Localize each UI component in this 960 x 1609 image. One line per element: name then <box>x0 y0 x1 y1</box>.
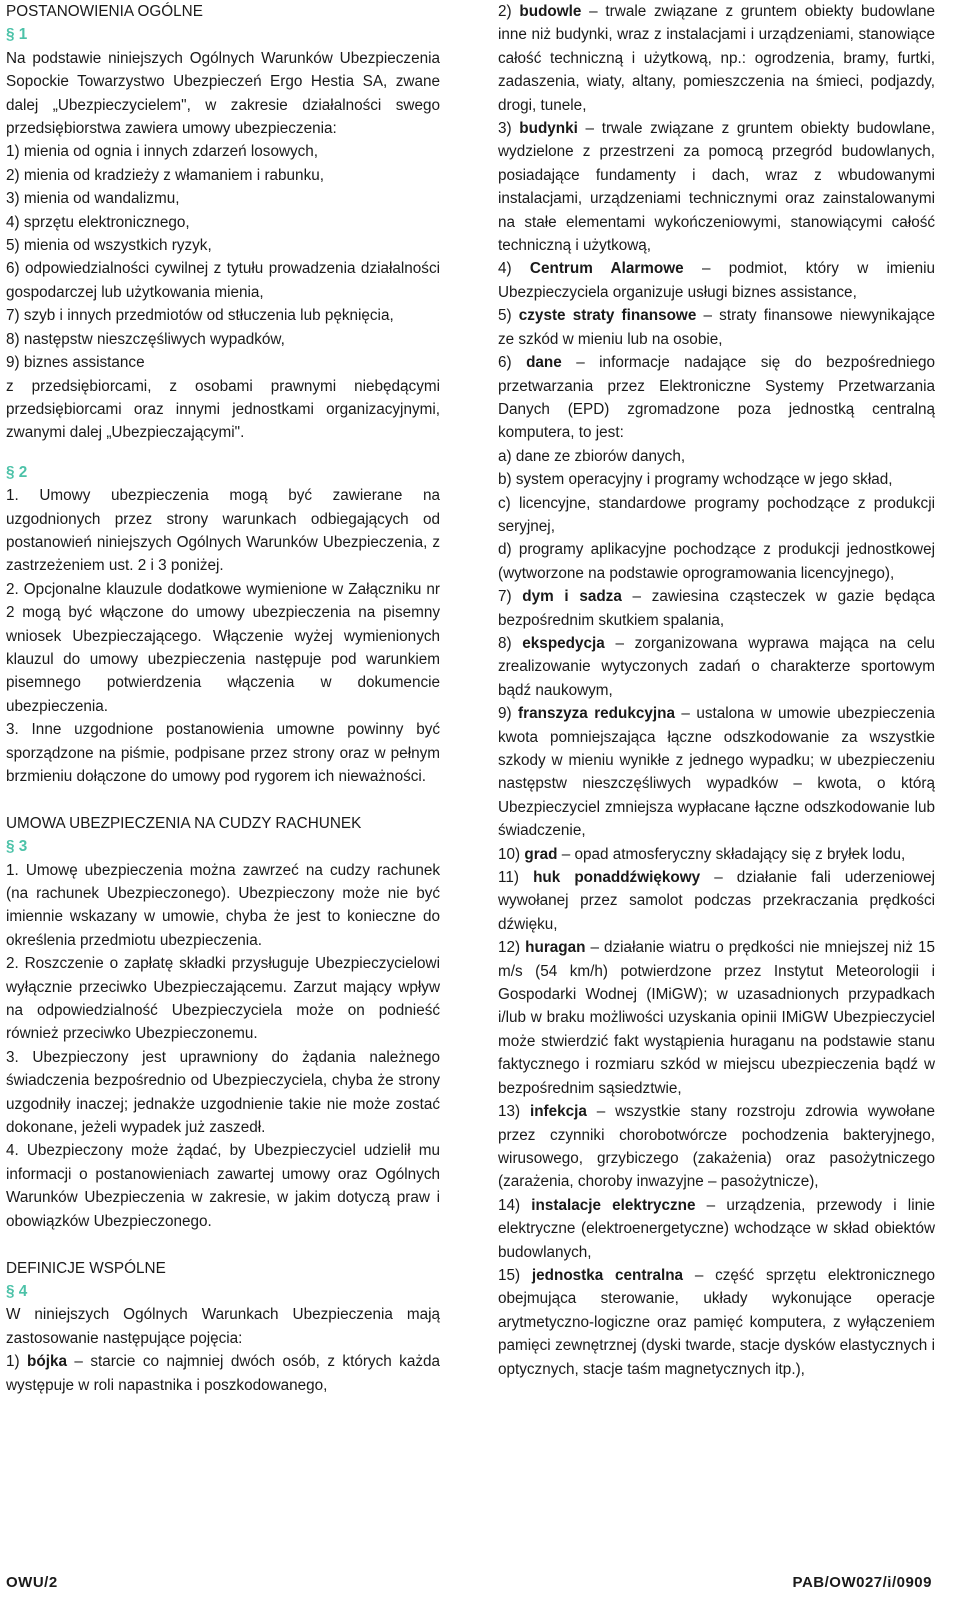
paragraph-3-clause-4: 4. Ubezpieczony może żądać, by Ubezpieczyciel udzielił mu informacji o postanowieniach zawartej umowy oraz Ogólnych Warunków Ubezpieczenia w zakresie, w jakim dotyczą praw i obowiązków Ubezpieczonego. <box>6 1142 440 1230</box>
definition-text: – wszystkie stany rozstroju zdrowia wywołane przez czynniki chorobotwórcze pochodzenia bakteryjnego, wirusowego, grzybiczego (zakażenia) oraz pasożytniczego (zarażenia, choroby inwazyjne – pasożytnicze), <box>498 1103 935 1191</box>
definition-term: jednostka centralna <box>531 1266 684 1284</box>
list-item: c) licencyjne, standardowe programy pochodzące z produkcji seryjnej, <box>498 494 935 535</box>
paragraph-3-clause-3: 3. Ubezpieczony jest uprawniony do żądania należnego świadczenia bezpośrednio od Ubezpieczyciela, chyba że strony uzgodniły inaczej; jednakże uzgodnienie takie nie może zostać dokonane, jeżeli wypadek już zaszedł. <box>6 1048 440 1137</box>
section-heading-definitions: DEFINICJE WSPÓLNE <box>6 1259 166 1277</box>
definition-item <box>498 0 935 117</box>
definition-number: 12) <box>498 939 521 957</box>
definition-item <box>498 1264 935 1381</box>
definition-item <box>498 936 935 1100</box>
definition-term: huk ponaddźwiękowy <box>533 869 701 887</box>
definition-number: 13) <box>498 1103 521 1121</box>
definition-text: – część sprzętu elektronicznego obejmująca sterowanie, układy wykonujące operacje arytmetyczno-logiczne oraz pamięć komputera, z wyłączeniem pamięci zewnętrznej (dyski twarde, stacje dysków elastycznych i optycznych, stacje taśm magnetycznych itp.), <box>498 1266 936 1378</box>
definition-number: 6) <box>498 354 512 372</box>
data-items-list <box>498 445 935 585</box>
definition-number: 3) <box>498 120 512 138</box>
definition-text: – działanie fali uderzeniowej wywołanej przez samolot podczas przekraczania prędkości dźwięku, <box>498 869 935 933</box>
definition-term: dym i sadza <box>522 588 622 606</box>
definition-text: – ustalona w umowie ubezpieczenia kwota pomniejszająca łączne odszkodowanie za wszystkie szkody w mieniu wynikłe z jednego wypadku; w ubezpieczeniu następstw nieszczęśliwych wypadków – kwota, o którą Ubezpieczyciel zmniejsza wypłacane łączne odszkodowanie lub świadczenie, <box>498 705 936 840</box>
paragraph-number-1: § 1 <box>6 26 28 44</box>
list-item: 1) mienia od ognia i innych zdarzeń losowych, <box>6 143 319 161</box>
footer-document-code: PAB/OW027/i/0909 <box>792 1574 932 1591</box>
definition-number: 15) <box>498 1266 521 1284</box>
list-item: 8) następstw nieszczęśliwych wypadków, <box>6 330 285 348</box>
list-item: 7) szyb i innych przedmiotów od stłuczenia lub pęknięcia, <box>6 307 394 325</box>
definition-term: grad <box>524 845 558 863</box>
definition-number: 2) <box>498 3 512 20</box>
definition-item <box>498 117 935 257</box>
definition-term: dane <box>526 354 562 372</box>
definition-text: – trwale związane z gruntem obiekty budowlane inne niż budynki, wraz z instalacjami i urządzeniami, stanowiące całość techniczną i użytkową, np.: ogrodzenia, bramy, furtki, zadaszenia, wiaty, altany, pomieszczenia na śmieci, podjazdy, drogi, tunele, <box>498 3 936 114</box>
definition-text: – podmiot, który w imieniu Ubezpieczyciela organizuje usługi biznes assistance, <box>498 260 935 301</box>
definition-item <box>498 304 935 351</box>
right-column <box>498 0 935 1381</box>
paragraph-number-3: § 3 <box>6 838 28 856</box>
paragraph-2-clause-3: 3. Inne uzgodnione postanowienia umowne powinny być sporządzone na piśmie, podpisane przez strony oraz w pełnym brzmieniu dołączone do umowy pod rygorem ich nieważności. <box>6 721 440 785</box>
paragraph-3-clause-2: 2. Roszczenie o zapłatę składki przysługuje Ubezpieczycielowi wyłącznie przeciwko Ubezpieczającemu. Zarzut mający wpływ na odpowiedzialność Ubezpieczyciela może on podnieść również przeciwko Ubezpieczonemu. <box>6 955 440 1043</box>
definition-item <box>498 843 935 866</box>
paragraph-3-clause-1: 1. Umowę ubezpieczenia można zawrzeć na cudzy rachunek (na rachunek Ubezpieczonego). Ubezpieczony może nie być imiennie wskazany w umowie, chyba że jest to konieczne do określenia przedmiotu ubezpieczenia. <box>6 861 440 949</box>
list-item: 6) odpowiedzialności cywilnej z tytułu prowadzenia działalności gospodarczej lub użytkowania mienia, <box>6 260 440 301</box>
definition-number: 10) <box>498 845 521 863</box>
definition-term: Centrum Alarmowe <box>529 260 684 278</box>
definition-item <box>498 351 935 445</box>
definition-item <box>498 632 935 702</box>
footer-page-code: OWU/2 <box>6 1574 58 1591</box>
definition-text: – działanie wiatru o prędkości nie mniejszej niż 15 m/s (54 km/h) potwierdzone przez Instytut Meteorologii i Gospodarki Wodnej (IMiGW); w uzasadnionych przypadkach i/lub w braku możliwości uzyskania opinii IMiGW Ubezpieczyciel może stwierdzić fakt wystąpienia huraganu na podstawie stanu faktycznego i rozmiaru szkód w miejscu ubezpieczenia bądź w bezpośrednim sąsiedztwie, <box>498 939 935 1097</box>
definition-number: 1) <box>6 1353 20 1371</box>
definition-item <box>6 1350 440 1397</box>
definition-item <box>498 585 935 632</box>
definition-item <box>498 257 935 304</box>
paragraph-4-intro: W niniejszych Ogólnych Warunkach Ubezpieczenia mają zastosowanie następujące pojęcia: <box>6 1306 440 1347</box>
definition-item <box>498 866 935 936</box>
definition-term: instalacje elektryczne <box>531 1196 696 1214</box>
definition-term: ekspedycja <box>522 634 605 652</box>
paragraph-1-outro: z przedsiębiorcami, z osobami prawnymi niebędącymi przedsiębiorcami oraz innymi jednostkami organizacyjnymi, zwanymi dalej „Ubezpieczającymi". <box>6 377 440 442</box>
definition-number: 14) <box>498 1196 521 1214</box>
definition-text: – informacje nadające się do bezpośredniego przetwarzania przez Elektroniczne Systemy Przetwarzania Danych (EPD) zgromadzone poza jednostką centralną komputera, to jest: <box>498 354 936 442</box>
list-item: 4) sprzętu elektronicznego, <box>6 213 190 231</box>
definition-item <box>498 1194 935 1264</box>
paragraph-2-clause-2: 2. Opcjonalne klauzule dodatkowe wymienione w Załączniku nr 2 mogą być włączone do umowy ubezpieczenia na pisemny wniosek Ubezpieczającego. Włączenie wyżej wymienionych klauzul do umowy ubezpieczenia następuje pod warunkiem pisemnego potwierdzenia włączenia w dokumencie ubezpieczenia. <box>6 580 440 715</box>
definition-number: 11) <box>498 869 519 887</box>
list-item: b) system operacyjny i programy wchodzące w jego skład, <box>498 471 893 489</box>
list-item: d) programy aplikacyjne pochodzące z produkcji jednostkowej (wytworzone na podstawie oprogramowania licencyjnego), <box>498 541 935 582</box>
list-item: 2) mienia od kradzieży z włamaniem i rabunku, <box>6 166 324 184</box>
definition-term: franszyza redukcyjna <box>518 705 675 723</box>
definitions-list <box>498 0 935 445</box>
definition-text: – zawiesina cząsteczek w gazie będąca bezpośrednim skutkiem spalania, <box>498 588 935 629</box>
section-heading-foreign-account: UMOWA UBEZPIECZENIA NA CUDZY RACHUNEK <box>6 814 362 832</box>
definition-text: – trwale związane z gruntem obiekty budowlane, wydzielone z przestrzeni za pomocą przegród budowlanych, posiadające fundamenty i dach, wraz z wbudowanymi instalacjami, urządzeniami technicznymi oraz zainstalowanymi na stałe elementami wykończeniowymi, stanowiącymi całość techniczną i użytkową, <box>498 120 936 255</box>
definition-term: budynki <box>519 120 578 138</box>
definition-text: – zorganizowana wyprawa mająca na celu zrealizowanie wytyczonych zadań o charakterze sportowym bądź naukowym, <box>498 634 936 699</box>
definition-term: infekcja <box>529 1103 587 1121</box>
definition-item <box>498 1100 935 1194</box>
definition-text: – urządzenia, przewody i linie elektryczne (elektroenergetyczne) wchodzące w skład obiektów budowlanych, <box>498 1196 936 1261</box>
list-item: 5) mienia od wszystkich ryzyk, <box>6 237 212 255</box>
left-column <box>6 0 440 1397</box>
list-item: 9) biznes assistance <box>6 354 145 372</box>
list-item: 3) mienia od wandalizmu, <box>6 190 180 208</box>
definition-text: – starcie co najmniej dwóch osób, z których każda występuje w roli napastnika i poszkodowanego, <box>6 1353 440 1394</box>
definition-text: – straty finansowe niewynikające ze szkód w mieniu lub na osobie, <box>498 307 936 348</box>
definition-number: 4) <box>498 260 512 278</box>
insurance-types-list <box>6 140 440 374</box>
definition-term: czyste straty finansowe <box>518 307 697 325</box>
definition-number: 8) <box>498 634 512 652</box>
definition-term: bójka <box>27 1353 67 1371</box>
paragraph-number-2: § 2 <box>6 463 28 481</box>
paragraph-number-4: § 4 <box>6 1282 28 1300</box>
definition-number: 5) <box>498 307 512 325</box>
list-item: a) dane ze zbiorów danych, <box>498 447 686 465</box>
paragraph-2-clause-1: 1. Umowy ubezpieczenia mogą być zawierane na uzgodnionych przez strony warunkach odbiegających od postanowień niniejszych Ogólnych Warunków Ubezpieczenia, z zastrzeżeniem ust. 2 i 3 poniżej. <box>6 487 440 575</box>
definition-item <box>498 702 935 842</box>
definition-number: 9) <box>498 705 512 723</box>
definition-text: – opad atmosferyczny składający się z bryłek lodu, <box>557 845 906 863</box>
definitions-list <box>498 585 935 1381</box>
definition-term: huragan <box>525 939 586 957</box>
section-heading-general: POSTANOWIENIA OGÓLNE <box>6 3 203 20</box>
paragraph-1-intro: Na podstawie niniejszych Ogólnych Warunków Ubezpieczenia Sopockie Towarzystwo Ubezpieczeń Ergo Hestia SA, zwane dalej „Ubezpieczycielem", w zakresie działalności swego przedsiębiorstwa zawiera umowy ubezpieczenia: <box>6 49 440 138</box>
definition-number: 7) <box>498 588 512 606</box>
definition-term: budowle <box>519 3 582 20</box>
